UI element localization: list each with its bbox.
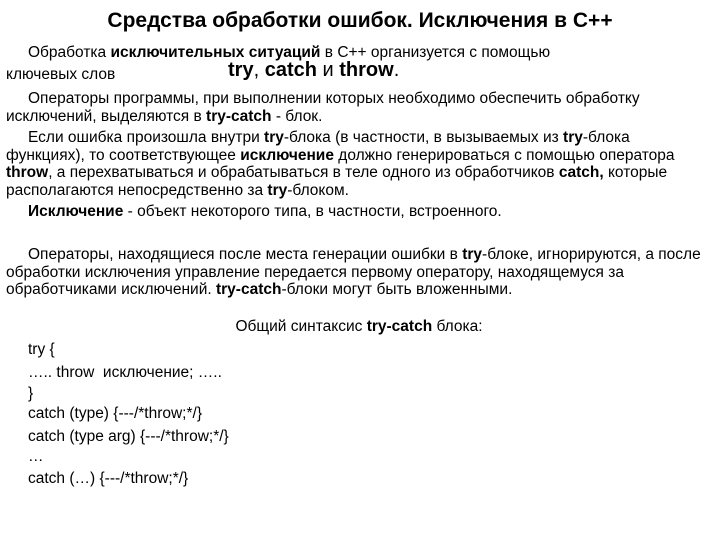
code-line-6: … bbox=[28, 448, 44, 465]
code-line-2: ….. throw исключение; ….. bbox=[28, 364, 222, 381]
keyword-try: try bbox=[228, 58, 254, 81]
slide-title: Средства обработки ошибок. Исключения в С++ bbox=[107, 9, 613, 32]
keyword-catch: catch bbox=[264, 58, 317, 81]
code-line-4: catch (type) {---/*throw;*/} bbox=[28, 405, 203, 422]
syntax-heading: Общий синтаксис try-catch блока: bbox=[235, 318, 483, 335]
bold-term: try-catch bbox=[206, 107, 272, 125]
keyword-throw: throw bbox=[339, 58, 394, 81]
paragraph-exception-definition: Исключение - объект некоторого типа, в частности, встроенного. bbox=[28, 203, 502, 220]
keywords-line: try, catch и throw. bbox=[228, 58, 400, 81]
paragraph-operators: Операторы, находящиеся после места генерации ошибки в try-блоке, игнорируются, а после обработки исключения управление передается первому оператору, находящемуся за обработчиками исключений. try-catch-блоки могут быть вложенными. bbox=[6, 246, 701, 298]
code-line-7: catch (…) {---/*throw;*/} bbox=[28, 470, 189, 487]
paragraph-keywords bbox=[6, 44, 712, 84]
text: Обработка bbox=[28, 44, 111, 61]
code-line-1: try { bbox=[28, 341, 55, 358]
paragraph-try-catch: Операторы программы, при выполнении которых необходимо обеспечить обработку исключений, выделяются в try-catch - блок. bbox=[6, 90, 640, 125]
text: ключевых слов bbox=[6, 65, 116, 83]
text: в С++ организуется с помощью bbox=[320, 44, 551, 61]
paragraph-throw: Если ошибка произошла внутри try-блока (в частности, в вызываемых из try-блока функциях), то соответствующее исключение должно генерироваться с помощью оператора throw, а перехватываться и обрабатываться в теле одного из обработчиков catch, которые располагаются непосредственно за try-блоком. bbox=[6, 129, 675, 199]
code-line-3: } bbox=[28, 385, 34, 402]
code-line-5: catch (type arg) {---/*throw;*/} bbox=[28, 428, 229, 445]
bold-term: исключительных ситуаций bbox=[110, 44, 321, 61]
